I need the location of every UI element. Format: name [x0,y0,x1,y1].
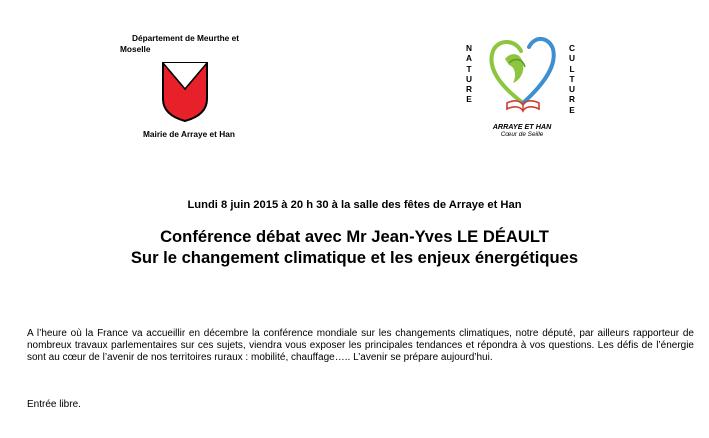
logo-name: ARRAYE ET HAN [492,122,552,131]
heraldic-shield-icon [161,61,209,123]
event-title-line-1: Conférence débat avec Mr Jean-Yves LE DÉAULT [160,227,549,246]
logo-subtitle: Cœur de Seille [500,131,544,138]
department-line-1: Département de Meurthe et [132,33,239,43]
event-title-line-2: Sur le changement climatique et les enjeux énergétiques [130,248,579,267]
event-title [0,226,709,268]
department-line-2: Moselle [120,44,151,54]
vertical-word-culture: C U L T U R E [569,43,575,115]
event-date-line: Lundi 8 juin 2015 à 20 h 30 à la salle des fêtes de Arraye et Han [187,199,522,211]
vertical-word-nature: N A T U R E [466,43,472,105]
event-description: A l’heure où la France va accueillir en décembre la conférence mondiale sur les changements climatiques, notre député, par ailleurs rapporteur de nombreux travaux parlementaires sur ces sujets, viendra vous exposer les principales tendances et répondra à vos questions. Les défis de l’énergie sont au cœur de l’avenir de nos territoires ruraux : mobilité, chauffage….. L’avenir se prépare aujourd’hui. [27,328,694,363]
department-name [120,33,270,55]
mairie-label: Mairie de Arraye et Han [143,129,235,139]
dove-heart-book-icon [485,33,561,115]
entry-note: Entrée libre. [27,399,81,410]
